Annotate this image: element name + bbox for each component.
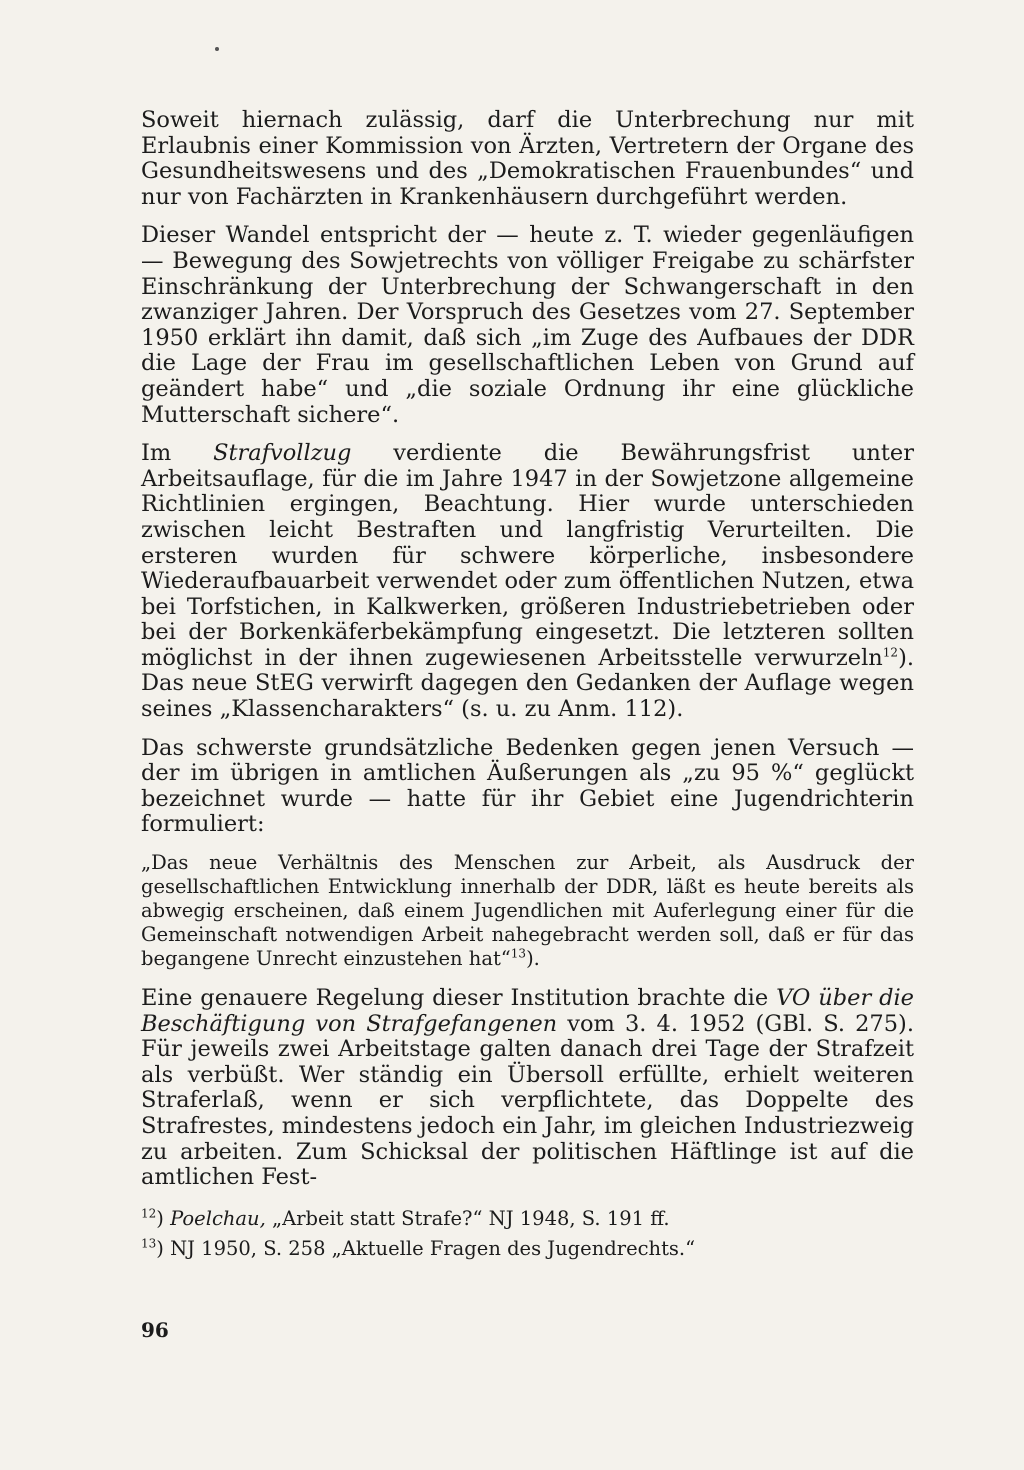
footnote-mark: 13 (141, 1236, 157, 1251)
footnote-ref-12[interactable]: 12 (882, 645, 899, 660)
block-quote-end: ). (526, 947, 540, 971)
page-number: 96 (141, 1318, 169, 1342)
page-body (141, 108, 914, 1267)
paragraph-5-italic: VO über die Beschäftigung von Strafgefangenen (141, 985, 914, 1037)
footnote-ref-13[interactable]: 13 (510, 946, 527, 961)
footnotes (141, 1207, 914, 1261)
paragraph-3-start: Im (141, 440, 214, 467)
paragraph-2: Dieser Wandel entspricht der — heute z. T. wieder gegenläufigen — Bewegung des Sowjetrechts von völliger Freigabe zu schärfster Einschränkung der Unterbrechung der Schwangerschaft in den zwanziger Jahren. Der Vorspruch des Gesetzes vom 27. September 1950 erklärt ihn damit, daß sich „im Zuge des Aufbaues der DDR die Lage der Frau im gesellschaftlichen Leben von Grund auf geändert habe“ und „die soziale Ordnung ihr eine glückliche Mutterschaft sichere“. (141, 222, 914, 428)
paragraph-3-end: ). Das neue StEG verwirft dagegen den Gedanken der Auflage wegen seines „Klassencharakters“ (s. u. zu Anm. 112). (141, 644, 914, 723)
paragraph-3-middle: verdiente die Bewährungsfrist unter Arbeitsauflage, für die im Jahre 1947 in der Sowjetzone allgemeine Richtlinien ergingen, Beachtung. Hier wurde unterschieden zwischen leicht Bestraften und langfristig Verurteilten. Die ersteren wurden für schwere körperliche, insbesondere Wiederaufbauarbeit verwendet oder zum öffentlichen Nutzen, etwa bei Torfstichen, in Kalkwerken, größeren Industriebetrieben oder bei der Borkenkäferbekämpfung eingesetzt. Die letzteren sollten möglichst in der ihnen zugewiesenen Arbeitsstelle verwurzeln (141, 440, 914, 671)
footnote-13: $^{13}$) NJ 1950, S. 258 „Aktuelle Fragen des Jugendrechts.“ (141, 1236, 696, 1260)
block-quote (141, 851, 914, 971)
footnote-text: „Arbeit statt Strafe?“ NJ 1948, S. 191 ff. (265, 1206, 670, 1230)
paragraph-5 (141, 986, 914, 1191)
paragraph-3 (141, 441, 914, 723)
paragraph-5-end: vom 3. 4. 1952 (GBl. S. 275). Für jeweils zwei Arbeitstage galten danach drei Tage der Strafzeit als verbüßt. Wer ständig ein Übersoll erfüllte, erhielt weiteren Straferlaß, wenn er sich verpflichtete, das Doppelte des Strafrestes, mindestens jedoch ein Jahr, im gleichen Industriezweig zu arbeiten. Zum Schicksal der politischen Häftlinge ist auf die amtlichen Fest- (141, 1010, 914, 1191)
block-quote-text: „Das neue Verhältnis des Menschen zur Arbeit, als Ausdruck der gesellschaftlichen Entwicklung innerhalb der DDR, läßt es heute bereits als abwegig erscheinen, daß einem Jugendlichen mit Auferlegung einer für die Gemeinschaft notwendigen Arbeit nahegebracht werden soll, daß er für das begangene Unrecht einzustehen hat“ (141, 851, 914, 971)
ink-speck (215, 47, 219, 51)
paragraph-1: Soweit hiernach zulässig, darf die Unterbrechung nur mit Erlaubnis einer Kommission von Ärzten, Vertretern der Organe des Gesundheitswesens und des „Demokratischen Frauenbundes“ und nur von Fachärzten in Krankenhäusern durchgeführt werden. (141, 107, 914, 210)
footnote-mark: 12 (141, 1206, 157, 1221)
paragraph-3-italic: Strafvollzug (213, 440, 352, 467)
footnote-author: Poelchau, (170, 1206, 266, 1230)
footnote-12: $^{12}$) Poelchau, „Arbeit statt Strafe?“ NJ 1948, S. 191 ff. (141, 1206, 670, 1230)
paragraph-4: Das schwerste grundsätzliche Bedenken gegen jenen Versuch — der im übrigen in amtlichen Äußerungen als „zu 95 %“ geglückt bezeichnet wurde — hatte für ihr Gebiet eine Jugendrichterin formuliert: (141, 734, 914, 838)
footnote-text: NJ 1950, S. 258 „Aktuelle Fragen des Jugendrechts.“ (163, 1236, 696, 1260)
paragraph-5-start: Eine genauere Regelung dieser Institution brachte die (141, 985, 777, 1012)
